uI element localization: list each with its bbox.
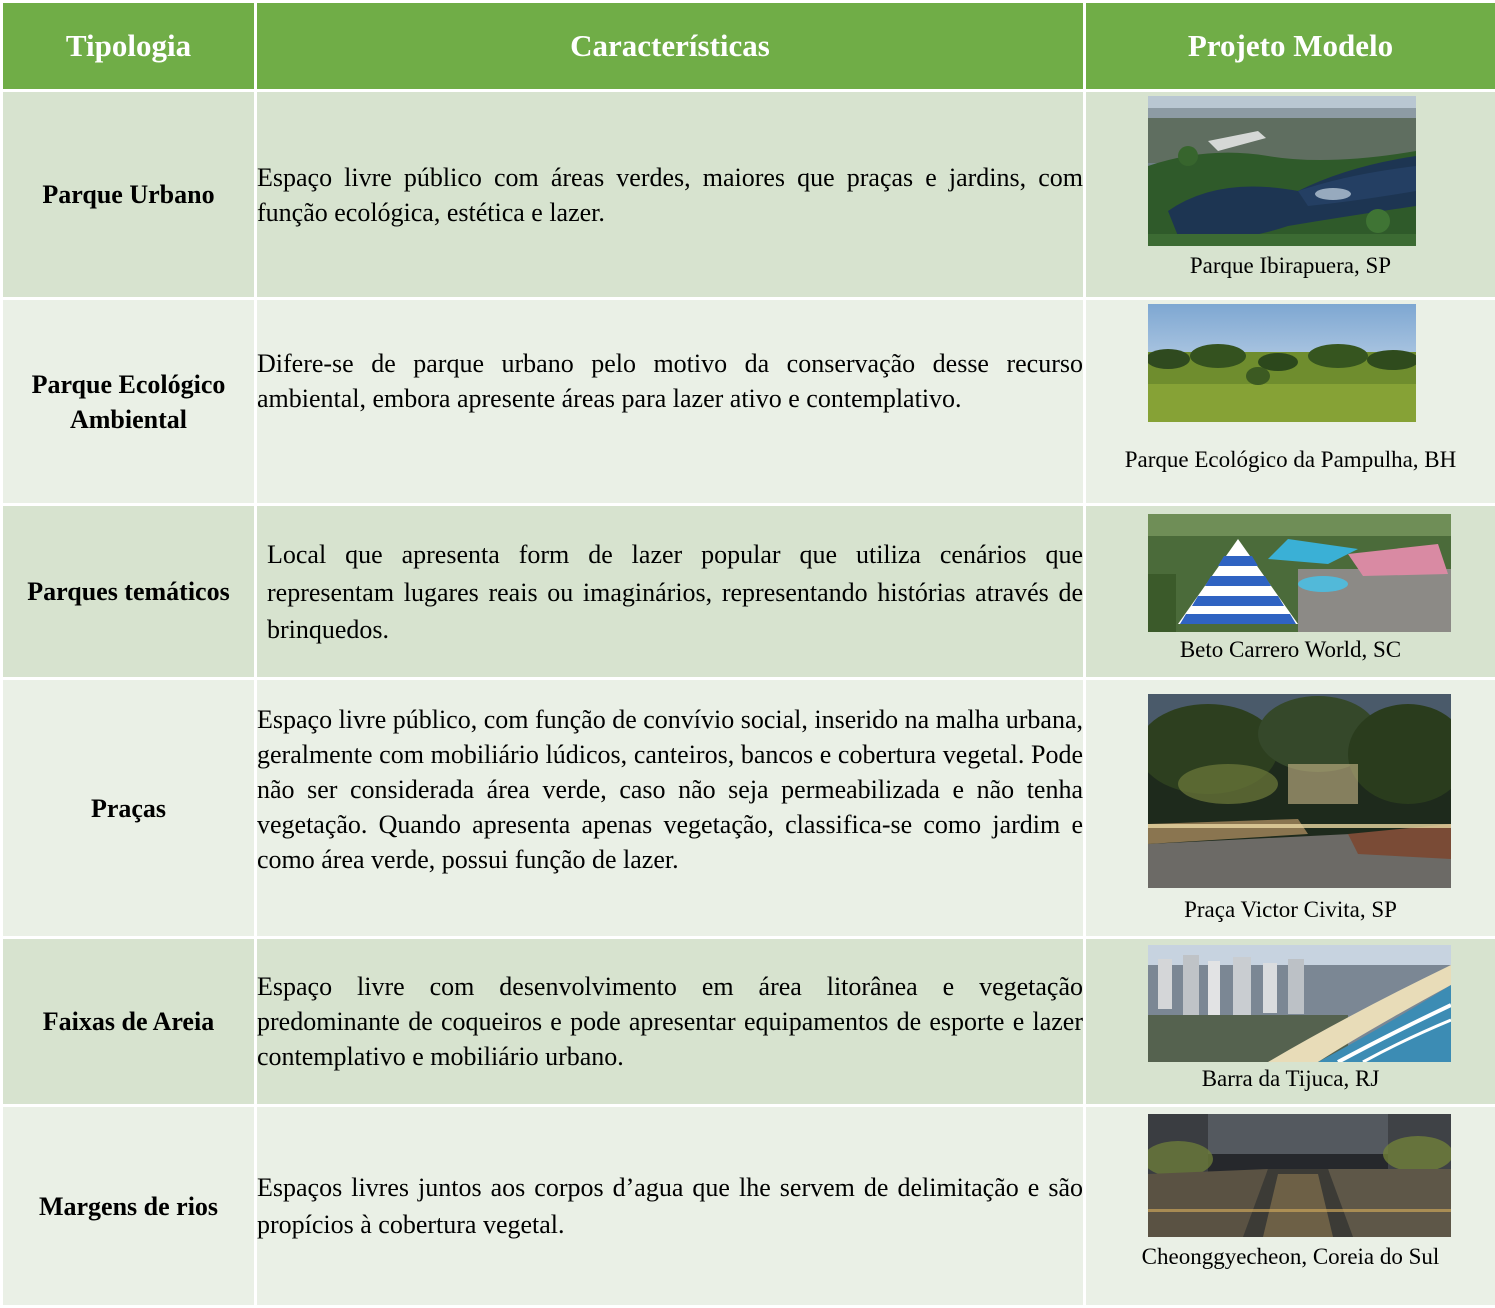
projeto-caption: Barra da Tijuca, RJ — [1086, 1065, 1495, 1093]
table-row — [2, 938, 1495, 1106]
projeto-caption: Praça Victor Civita, SP — [1086, 896, 1495, 924]
projeto-modelo-cell — [1085, 1106, 1495, 1307]
projeto-modelo-cell — [1085, 91, 1495, 299]
caracteristicas-cell: Difere-se de parque urbano pelo motivo da conservação desse recurso ambiental, embora apresente áreas para lazer ativo e contemplativo. — [256, 299, 1085, 505]
caracteristicas-cell: Espaços livres juntos aos corpos d’agua que lhe servem de delimitação e são propícios à cobertura vegetal. — [256, 1106, 1085, 1307]
tipologia-cell: Parques temáticos — [2, 505, 256, 679]
projeto-caption: Cheonggyecheon, Coreia do Sul — [1086, 1243, 1495, 1271]
caracteristicas-cell: Local que apresenta form de lazer popular que utiliza cenários que representam lugares reais ou imaginários, representando histórias através de brinquedos. — [256, 505, 1085, 679]
theme-park-tent-photo — [1148, 514, 1451, 632]
table-row — [2, 679, 1495, 938]
projeto-modelo-cell — [1085, 505, 1495, 679]
tipologia-cell: Margens de rios — [2, 1106, 256, 1307]
night-plaza-deck-photo — [1148, 694, 1451, 888]
projeto-modelo-cell — [1085, 299, 1495, 505]
green-field-trees-photo — [1148, 304, 1416, 422]
tipologia-cell: Parque Ecológico Ambiental — [2, 299, 256, 505]
table-row — [2, 1106, 1495, 1307]
header-caracteristicas: Características — [256, 2, 1085, 91]
tipologia-cell: Praças — [2, 679, 256, 938]
header-projeto-modelo: Projeto Modelo — [1085, 2, 1495, 91]
header-row — [2, 2, 1495, 91]
table-row — [2, 299, 1495, 505]
table-row — [2, 505, 1495, 679]
beach-city-photo — [1148, 945, 1451, 1062]
tipologia-cell: Parque Urbano — [2, 91, 256, 299]
header-tipologia: Tipologia — [2, 2, 256, 91]
projeto-caption: Parque Ibirapuera, SP — [1086, 252, 1495, 280]
river-stream-night-photo — [1148, 1114, 1451, 1237]
caracteristicas-cell: Espaço livre público, com função de convívio social, inserido na malha urbana, geralmente com mobiliário lúdicos, canteiros, bancos e cobertura vegetal. Pode não ser considerada área verde, caso não seja permeabilizada e não tenha vegetação. Quando apresenta apenas vegetação, classifica-se como jardim e como área verde, possui função de lazer. — [256, 679, 1085, 938]
projeto-caption: Beto Carrero World, SC — [1086, 636, 1495, 664]
tipologia-cell: Faixas de Areia — [2, 938, 256, 1106]
aerial-park-lake-photo — [1148, 96, 1416, 246]
projeto-modelo-cell — [1085, 679, 1495, 938]
caracteristicas-cell: Espaço livre público com áreas verdes, maiores que praças e jardins, com função ecológica, estética e lazer. — [256, 91, 1085, 299]
projeto-modelo-cell — [1085, 938, 1495, 1106]
table-row — [2, 91, 1495, 299]
projeto-caption: Parque Ecológico da Pampulha, BH — [1086, 446, 1495, 474]
caracteristicas-cell: Espaço livre com desenvolvimento em área litorânea e vegetação predominante de coqueiros e pode apresentar equipamentos de esporte e lazer contemplativo e mobiliário urbano. — [256, 938, 1085, 1106]
